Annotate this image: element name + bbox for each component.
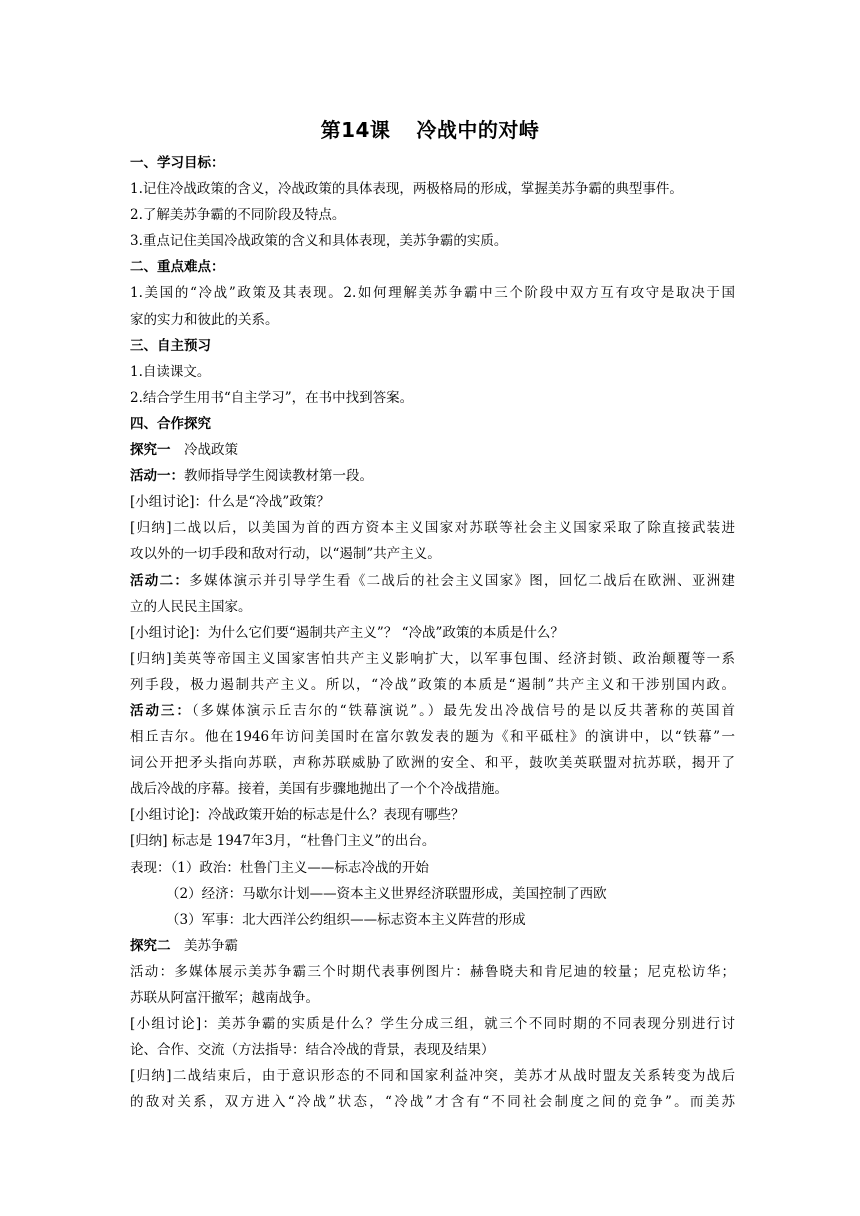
line-text: 论、合作、交流（方法指导：结合冷战的背景，表现及结果）: [130, 1042, 495, 1059]
text-line: [130, 881, 735, 907]
line-heading: 活动三：: [130, 702, 192, 719]
text-line: [130, 750, 735, 776]
text-line: [130, 1063, 735, 1089]
text-line: [130, 620, 735, 646]
text-line: [130, 359, 735, 385]
line-text: 2.了解美苏争霸的不同阶段及特点。: [130, 207, 346, 224]
line-heading: 二、重点难点：: [130, 259, 225, 276]
text-line: [130, 594, 735, 620]
line-heading: 探究二: [130, 937, 171, 954]
line-heading: 三、自主预习: [130, 337, 211, 354]
line-heading: 一、学习目标：: [130, 155, 225, 171]
text-line: [130, 724, 735, 750]
text-line: [130, 855, 735, 881]
line-text: 表现：（1）政治：杜鲁门主义——标志冷战的开始: [130, 859, 429, 876]
line-text: 战后冷战的序幕。接着，美国有步骤地抛出了一个个冷战措施。: [130, 781, 508, 798]
line-text: [归纳] 标志是 1947年3月，“杜鲁门主义”的出台。: [130, 833, 436, 850]
line-text: [小组讨论]：为什么它们要“遏制共产主义”？ “冷战”政策的本质是什么？: [130, 624, 564, 641]
line-text: （3）军事：北大西洋公约组织——标志资本主义阵营的形成: [166, 911, 526, 928]
text-line: [130, 776, 735, 802]
line-text: [小组讨论]：什么是“冷战”政策？: [130, 494, 330, 511]
text-line: [130, 307, 735, 333]
line-text: [小组讨论]：美苏争霸的实质是什么？学生分成三组，就三个不同时期的不同表现分别进行讨: [130, 1016, 735, 1033]
text-line: [130, 463, 735, 489]
text-line: [130, 1011, 735, 1037]
line-heading: 活动一：: [130, 468, 184, 485]
line-text: 苏联从阿富汗撤军；越南战争。: [130, 990, 319, 1006]
text-line: [130, 933, 735, 959]
line-text: 列手段，极力遏制共产主义。所以，“冷战”政策的本质是“遏制”共产主义和干涉别国内政。: [130, 676, 735, 693]
text-line: [130, 828, 735, 854]
text-line: [130, 333, 735, 359]
line-text: 相丘吉尔。他在1946年访问美国时在富尔敦发表的题为《和平砥柱》的演讲中，以“铁幕”一: [130, 729, 735, 746]
text-line: [130, 489, 735, 515]
text-line: [130, 176, 735, 202]
line-text: [归纳]二战结束后，由于意识形态的不同和国家利益冲突，美苏才从战时盟友关系转变为战后: [130, 1068, 735, 1085]
text-line: [130, 411, 735, 437]
line-text: （2）经济：马歇尔计划——资本主义世界经济联盟形成，美国控制了西欧: [166, 885, 607, 902]
line-text: 词公开把矛头指向苏联，声称苏联威胁了欧洲的安全、和平，鼓吹美英联盟对抗苏联，揭开了: [130, 755, 735, 772]
lesson-topic: 冷战中的对峙: [416, 118, 540, 142]
line-text: 教师指导学生阅读教材第一段。: [184, 468, 373, 485]
line-text: [小组讨论]：冷战政策开始的标志是什么？表现有哪些？: [130, 807, 465, 824]
text-line: [130, 150, 735, 176]
line-heading: 探究一: [130, 442, 171, 459]
lesson-title: [0, 114, 860, 143]
text-line: [130, 1037, 735, 1063]
text-line: [130, 646, 735, 672]
line-text: 1.记住冷战政策的含义，冷战政策的具体表现，两极格局的形成，掌握美苏争霸的典型事件。: [130, 181, 683, 198]
line-heading: 四、合作探究: [130, 415, 211, 432]
text-line: [130, 802, 735, 828]
line-heading: 活动二：: [130, 572, 190, 589]
text-line: [130, 228, 735, 254]
lesson-number: 第14课: [320, 118, 391, 142]
text-line: [130, 1089, 735, 1115]
text-line: [130, 985, 735, 1011]
line-text: [归纳]美英等帝国主义国家害怕共产主义影响扩大，以军事包围、经济封锁、政治颠覆等一系: [130, 650, 735, 667]
line-text: （多媒体演示丘吉尔的“铁幕演说”。）最先发出冷战信号的是以反共著称的英国首: [191, 702, 735, 719]
text-line: [130, 280, 735, 306]
line-text: 攻以外的一切手段和敌对行动，以“遏制”共产主义。: [130, 546, 441, 563]
line-text: [归纳]二战以后，以美国为首的西方资本主义国家对苏联等社会主义国家采取了除直接武装进: [130, 520, 735, 537]
line-text: 2.结合学生用书“自主学习”，在书中找到答案。: [130, 389, 414, 406]
line-text: 立的人民民主国家。: [130, 598, 252, 615]
line-text: 3.重点记住美国冷战政策的含义和具体表现，美苏争霸的实质。: [130, 233, 508, 250]
text-line: [130, 202, 735, 228]
line-text: 冷战政策: [170, 442, 238, 459]
text-line: [130, 907, 735, 933]
text-line: [130, 437, 735, 463]
text-line: [130, 672, 735, 698]
text-line: [130, 515, 735, 541]
line-text: 1.自读课文。: [130, 363, 211, 380]
text-line: [130, 568, 735, 594]
text-line: [130, 254, 735, 280]
line-text: 多媒体演示并引导学生看《二战后的社会主义国家》图，回忆二战后在欧洲、亚洲建: [189, 572, 735, 589]
line-text: 的敌对关系，双方进入“冷战”状态，“冷战”才含有“不同社会制度之间的竞争”。而美苏: [130, 1094, 735, 1111]
line-text: 家的实力和彼此的关系。: [130, 311, 279, 328]
text-line: [130, 698, 735, 724]
line-text: 活动：多媒体展示美苏争霸三个时期代表事例图片：赫鲁晓夫和肯尼迪的较量；尼克松访华；: [130, 963, 735, 980]
line-text: 美苏争霸: [170, 937, 238, 954]
document-body: [130, 150, 735, 1115]
text-line: [130, 959, 735, 985]
text-line: [130, 385, 735, 411]
line-text: 1.美国的“冷战”政策及其表现。2.如何理解美苏争霸中三个阶段中双方互有攻守是取决于国: [130, 285, 735, 302]
text-line: [130, 541, 735, 567]
